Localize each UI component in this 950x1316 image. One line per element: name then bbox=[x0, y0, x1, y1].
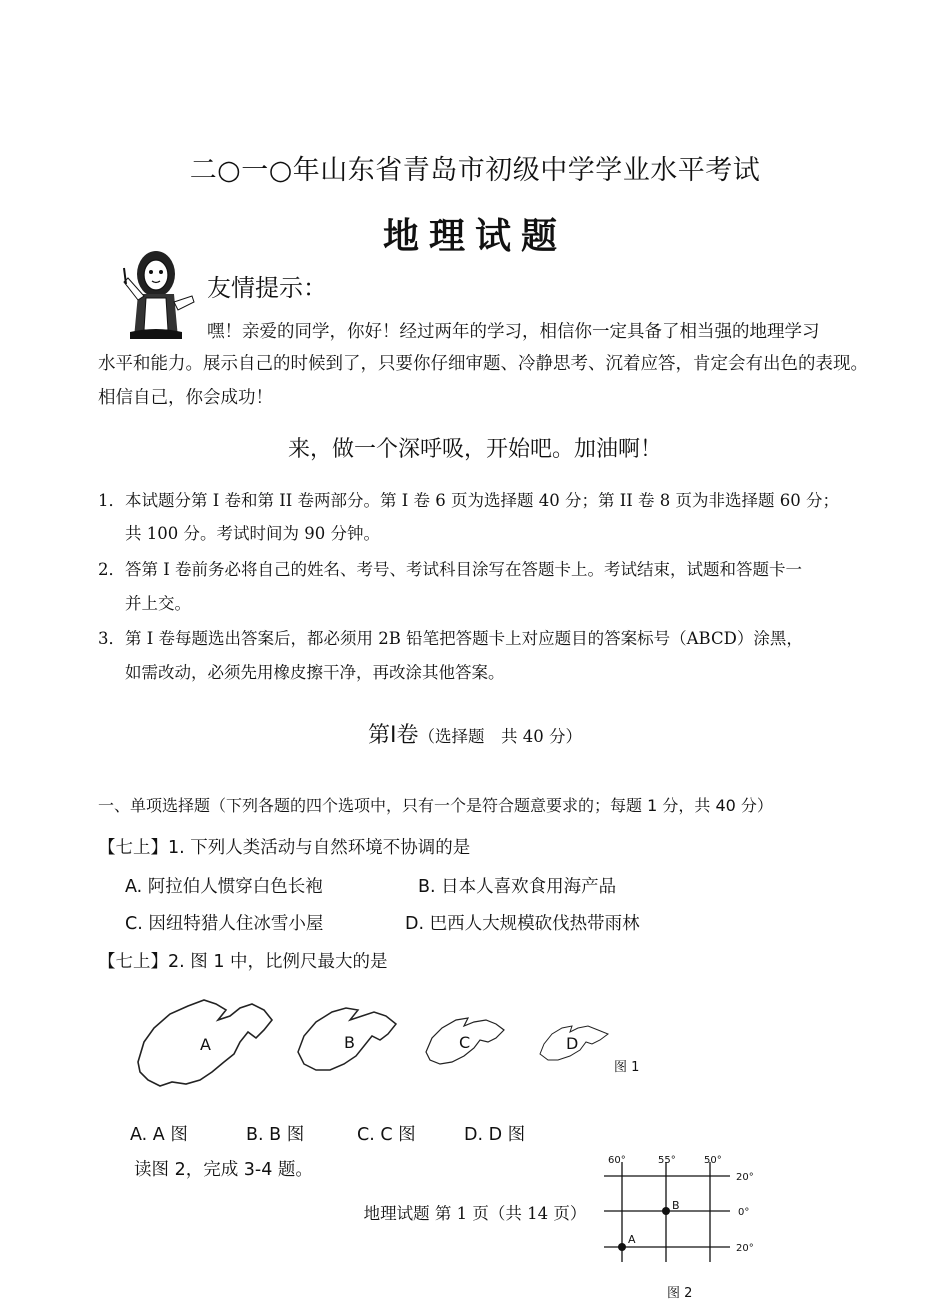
question-1-option-d: D. 巴西人大规模砍伐热带雨林 bbox=[405, 914, 640, 934]
section-title bbox=[0, 718, 950, 749]
tip-line: 嘿！亲爱的同学，你好！经过两年的学习，相信你一定具备了相当强的地理学习 bbox=[207, 322, 820, 342]
map-label-c: C bbox=[459, 1033, 471, 1052]
cartoon-girl-illustration bbox=[116, 244, 196, 340]
section-title-main: 第Ⅰ卷 bbox=[368, 723, 419, 748]
exam-title: 二○一○年山东省青岛市初级中学学业水平考试 bbox=[189, 155, 761, 186]
page-footer: 地理试题 第 1 页（共 14 页） bbox=[363, 1204, 587, 1223]
question-1-option-c: C. 因纽特猎人住冰雪小屋 bbox=[125, 914, 324, 934]
note-line: 并上交。 bbox=[125, 594, 191, 613]
question-2: 【七上】2. 图 1 中，比例尺最大的是 bbox=[98, 952, 388, 972]
question-2-option-b: B. B 图 bbox=[246, 1125, 305, 1145]
note-line: 如需改动，必须先用橡皮擦干净，再改涂其他答案。 bbox=[125, 663, 505, 682]
map-label-a: A bbox=[200, 1035, 211, 1054]
point-a-label: A bbox=[628, 1233, 636, 1246]
figure-1-maps bbox=[130, 992, 630, 1094]
question-2-option-a: A. A 图 bbox=[130, 1125, 188, 1145]
note-line: 本试题分第 I 卷和第 II 卷两部分。第 I 卷 6 页为选择题 40 分；第 II 卷 8 页为非选择题 60 分； bbox=[125, 491, 840, 510]
question-1-option-a: A. 阿拉伯人惯穿白色长袍 bbox=[125, 877, 323, 897]
latitude-label: 20° bbox=[736, 1243, 754, 1254]
note-number: 3． bbox=[98, 629, 125, 648]
point-a-marker bbox=[618, 1243, 626, 1251]
longitude-label: 60° bbox=[608, 1155, 626, 1166]
question-1: 【七上】1. 下列人类活动与自然环境不协调的是 bbox=[98, 838, 471, 858]
latitude-label: 0° bbox=[738, 1207, 750, 1218]
read-figure-prompt: 读图 2，完成 3-4 题。 bbox=[134, 1160, 313, 1180]
longitude-label: 50° bbox=[704, 1155, 722, 1166]
note-number: 2． bbox=[98, 560, 125, 579]
subject-title: 地理试题 bbox=[382, 216, 567, 257]
question-2-option-d: D. D 图 bbox=[464, 1125, 526, 1145]
tip-line: 水平和能力。展示自己的时候到了，只要你仔细审题、冷静思考、沉着应答，肯定会有出色的表现。 bbox=[98, 354, 868, 374]
latitude-label: 20° bbox=[736, 1172, 754, 1183]
tip-heading: 友情提示： bbox=[207, 274, 327, 302]
question-1-option-b: B. 日本人喜欢食用海产品 bbox=[418, 877, 617, 897]
point-b-label: B bbox=[672, 1199, 680, 1212]
encouragement-line: 来，做一个深呼吸，开始吧。加油啊！ bbox=[287, 437, 662, 462]
map-label-d: D bbox=[566, 1034, 579, 1053]
map-label-b: B bbox=[344, 1033, 355, 1052]
note-line: 答第 I 卷前务必将自己的姓名、考号、考试科目涂写在答题卡上。考试结束，试题和答题卡一 bbox=[125, 560, 803, 579]
note-line: 共 100 分。考试时间为 90 分钟。 bbox=[125, 524, 380, 543]
tip-line: 相信自己，你会成功！ bbox=[98, 388, 273, 408]
note-line: 第 I 卷每题选出答案后，都必须用 2B 铅笔把答题卡上对应题目的答案标号（ABCD）涂黑， bbox=[125, 629, 803, 648]
part-one-heading: 一、单项选择题（下列各题的四个选项中，只有一个是符合题意要求的；每题 1 分，共 40 分） bbox=[98, 796, 773, 815]
question-2-option-c: C. C 图 bbox=[357, 1125, 416, 1145]
note-number: 1． bbox=[98, 491, 125, 510]
longitude-label: 55° bbox=[658, 1155, 676, 1166]
section-title-sub: （选择题 共 40 分） bbox=[418, 727, 582, 746]
figure-2-caption: 图 2 bbox=[667, 1286, 693, 1301]
figure-1-caption: 图 1 bbox=[614, 1060, 640, 1075]
